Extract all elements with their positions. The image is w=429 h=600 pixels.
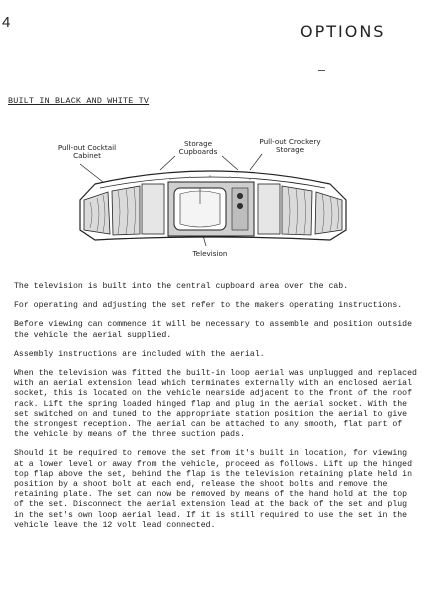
paragraph: Before viewing can commence it will be necessary to assemble and position outside the vehicle the aerial supplied. [14, 320, 412, 340]
divider-dash [318, 70, 325, 71]
paragraph: Should it be required to remove the set from it's built in location, for viewing at a lower level or away from the vehicle, proceed as follows. Lift up the hinged top flap above the set, behind the flap is the television retaining plate held in position by a shoot bolt at each end, release the shoot bolts and remove the retaining plate. The set can now be removed by means of the hand hold at the top of the set. Disconnect the aerial extension lead at the back of the set and plug in the set's own loop aerial lead. If it is still required to use the set in the vehicle leave the 12 volt lead connected. [14, 449, 412, 530]
paragraph: Assembly instructions are included with the aerial. [14, 349, 265, 359]
label-storage-cupboards: Storage Cupboards [178, 139, 218, 156]
paragraph: The television is built into the central cupboard area over the cab. [14, 282, 349, 291]
section-title: BUILT IN BLACK AND WHITE TV [8, 96, 150, 106]
paragraph: For operating and adjusting the set refer to the makers operating instructions. [14, 301, 403, 311]
page-title: OPTIONS [300, 22, 386, 41]
label-television: Television [192, 249, 228, 258]
paragraph: When the television was fitted the built-in loop aerial was unplugged and replaced with an aerial extension lead which terminates externally with an enclosed aerial socket, this is located on the vehicle nearside adjacent to the front of the roof rack. Lift the spring loaded hinged flap and plug in the aerial socket. With the set switched on and tuned to the appropriate station position the aerial to give the strongest reception. The aerial can be attached to any smooth, flat part of the vehicle by means of the three suction pads. [14, 369, 417, 440]
label-pullout-cocktail-cabinet: Pull-out Cocktail Cabinet [57, 143, 117, 160]
tv-set [168, 182, 254, 236]
tv-cabinet-illustration [0, 130, 429, 270]
page-number: 4 [2, 14, 11, 31]
body-text [14, 282, 419, 540]
label-pullout-crockery-storage: Pull-out Crockery Storage [259, 137, 321, 154]
